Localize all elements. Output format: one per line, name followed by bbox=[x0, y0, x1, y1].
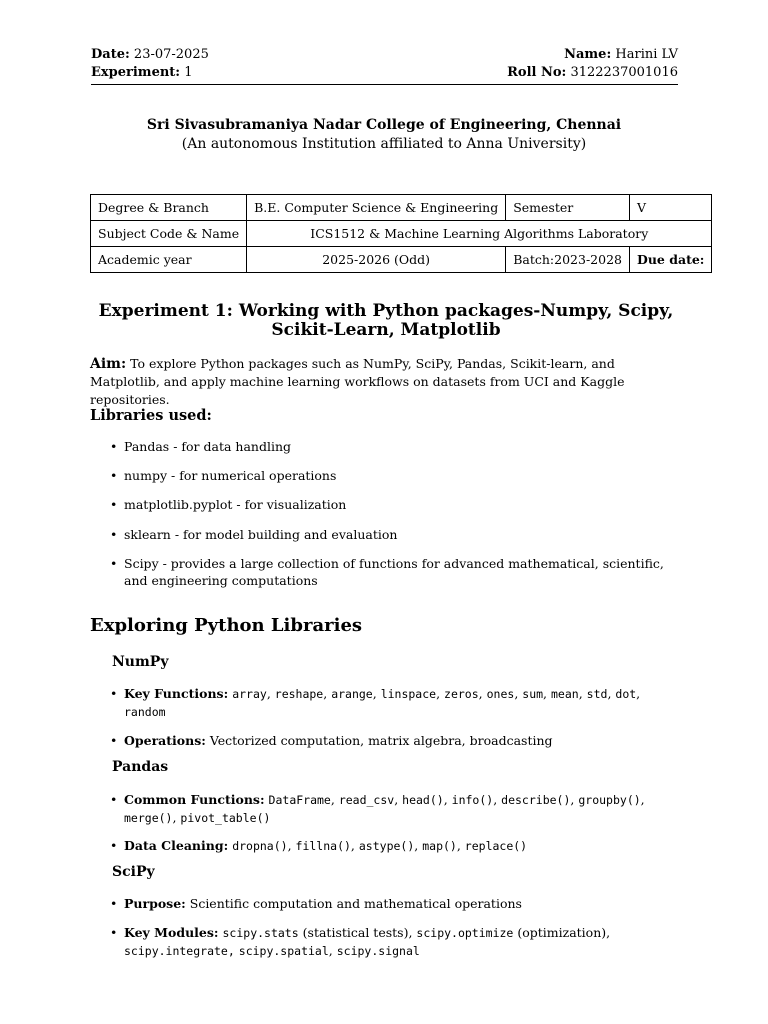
bullet-icon: • bbox=[110, 792, 118, 807]
bullet-icon: • bbox=[110, 686, 118, 701]
course-info-table bbox=[90, 194, 712, 273]
scipy-purpose bbox=[124, 895, 682, 912]
bullet-icon: • bbox=[110, 896, 118, 911]
bullet-icon: • bbox=[110, 925, 118, 940]
list-item-text: matplotlib.pyplot - for visualization bbox=[124, 497, 347, 512]
section-heading: Exploring Python Libraries bbox=[90, 615, 363, 636]
operations-label: Operations: bbox=[124, 733, 206, 748]
college-subtitle: (An autonomous Institution affiliated to Anna University) bbox=[181, 136, 587, 152]
list-item bbox=[110, 467, 682, 484]
code-term: std bbox=[586, 687, 608, 701]
semester-label-cell: Semester bbox=[506, 195, 630, 221]
pandas-heading: Pandas bbox=[112, 759, 169, 775]
batch-cell: Batch:2023-2028 bbox=[506, 247, 630, 273]
list-item bbox=[110, 837, 682, 855]
code-term: replace() bbox=[464, 839, 528, 853]
bullet-icon: • bbox=[110, 838, 118, 853]
roll-label: Roll No: bbox=[507, 65, 567, 80]
code-term: scipy.stats bbox=[222, 926, 299, 940]
libraries-heading: Libraries used: bbox=[90, 407, 212, 424]
code-term: describe() bbox=[501, 793, 571, 807]
list-item-text: Scipy - provides a large collection of functions for advanced mathematical, scientific, and engineering computations bbox=[124, 556, 664, 588]
code-term: linspace bbox=[380, 687, 437, 701]
code-term: mean bbox=[551, 687, 579, 701]
numpy-heading: NumPy bbox=[112, 654, 169, 670]
list-item bbox=[110, 685, 682, 721]
subject-label-cell: Subject Code & Name bbox=[91, 221, 247, 247]
list-item bbox=[110, 496, 682, 513]
date-value: 23-07-2025 bbox=[133, 47, 209, 62]
pandas-data-cleaning: Data Cleaning: dropna(), fillna(), astype(), map(), replace() bbox=[124, 838, 528, 853]
semester-value-cell: V bbox=[630, 195, 712, 221]
list-item-text: numpy - for numerical operations bbox=[124, 468, 337, 483]
bullet-icon: • bbox=[110, 527, 118, 542]
numpy-key-functions: Key Functions: array, reshape, arange, linspace, zeros, ones, sum, mean, std, dot, random bbox=[124, 686, 641, 719]
code-term: info() bbox=[451, 793, 494, 807]
degree-value-cell: B.E. Computer Science & Engineering bbox=[247, 195, 506, 221]
list-item bbox=[110, 924, 682, 960]
code-term: head() bbox=[402, 793, 444, 807]
code-term: dropna() bbox=[232, 839, 288, 853]
purpose-text: Scientific computation and mathematical operations bbox=[189, 896, 522, 911]
header-right bbox=[507, 46, 678, 82]
title-line-2: Scikit-Learn, Matplotlib bbox=[271, 320, 501, 340]
experiment-title bbox=[60, 302, 712, 340]
module-description: (optimization), bbox=[517, 925, 611, 940]
scipy-key-modules: Key Modules: scipy.stats (statistical tests), scipy.optimize (optimization), scipy.integrate, scipy.spatial, scipy.signal bbox=[124, 925, 611, 958]
year-value-cell: 2025-2026 (Odd) bbox=[247, 247, 506, 273]
operations-text: Vectorized computation, matrix algebra, broadcasting bbox=[209, 733, 553, 748]
year-label-cell: Academic year bbox=[91, 247, 247, 273]
due-date-cell: Due date: bbox=[630, 247, 712, 273]
list-item bbox=[110, 895, 682, 912]
key-modules-label: Key Modules: bbox=[124, 925, 219, 940]
code-term: fillna() bbox=[295, 839, 351, 853]
code-term: scipy.signal bbox=[336, 944, 420, 958]
code-term: dot bbox=[615, 687, 637, 701]
code-term: ones bbox=[486, 687, 515, 701]
bullet-icon: • bbox=[110, 468, 118, 483]
code-term: scipy.integrate, bbox=[124, 944, 235, 958]
name-value: Harini LV bbox=[615, 47, 678, 62]
pandas-common-functions: Common Functions: DataFrame, read_csv, head(), info(), describe(), groupby(), merge(), pivot_table() bbox=[124, 792, 645, 825]
page-header bbox=[91, 46, 678, 85]
list-item bbox=[110, 526, 682, 543]
code-term: zeros bbox=[444, 687, 479, 701]
code-term: scipy.optimize bbox=[416, 926, 514, 940]
title-line-1: Experiment 1: Working with Python packages-Numpy, Scipy, bbox=[98, 301, 674, 321]
numpy-operations bbox=[124, 732, 682, 749]
code-term: map() bbox=[422, 839, 457, 853]
bullet-icon: • bbox=[110, 439, 118, 454]
aim-text: To explore Python packages such as NumPy, SciPy, Pandas, Scikit-learn, and Matplotlib, and apply machine learning workflows on datasets from UCI and Kaggle repositories. bbox=[90, 356, 625, 407]
code-term: arange bbox=[331, 687, 373, 701]
header-left bbox=[91, 46, 209, 82]
code-term: sum bbox=[522, 687, 544, 701]
code-term: array bbox=[232, 687, 267, 701]
code-term: groupby() bbox=[578, 793, 641, 807]
date-label: Date: bbox=[91, 47, 130, 62]
experiment-value: 1 bbox=[184, 65, 193, 80]
bullet-icon: • bbox=[110, 733, 118, 748]
table-row bbox=[91, 195, 712, 221]
code-term: read_csv bbox=[338, 793, 395, 807]
subject-value-cell: ICS1512 & Machine Learning Algorithms Laboratory bbox=[247, 221, 712, 247]
purpose-label: Purpose: bbox=[124, 896, 186, 911]
table-row bbox=[91, 221, 712, 247]
bullet-icon: • bbox=[110, 556, 118, 571]
name-label: Name: bbox=[564, 47, 612, 62]
bullet-icon: • bbox=[110, 497, 118, 512]
scipy-heading: SciPy bbox=[112, 864, 155, 880]
list-item bbox=[110, 438, 682, 455]
experiment-label: Experiment: bbox=[91, 65, 181, 80]
key-functions-label: Key Functions: bbox=[124, 686, 229, 701]
list-item bbox=[110, 732, 682, 749]
list-item-text: Pandas - for data handling bbox=[124, 439, 291, 454]
college-name: Sri Sivasubramaniya Nadar College of Engineering, Chennai bbox=[146, 117, 622, 133]
list-item bbox=[110, 555, 682, 589]
code-term: random bbox=[124, 705, 166, 719]
aim-label: Aim: bbox=[90, 356, 127, 372]
code-term: reshape bbox=[274, 687, 324, 701]
roll-value: 3122237001016 bbox=[570, 65, 678, 80]
code-term: astype() bbox=[358, 839, 415, 853]
data-cleaning-label: Data Cleaning: bbox=[124, 838, 229, 853]
code-term: merge() bbox=[124, 811, 173, 825]
code-term: pivot_table() bbox=[180, 811, 271, 825]
college-block bbox=[0, 116, 768, 154]
table-row bbox=[91, 247, 712, 273]
aim-paragraph bbox=[90, 355, 682, 409]
list-item bbox=[110, 791, 682, 827]
code-term: DataFrame bbox=[268, 793, 331, 807]
degree-label-cell: Degree & Branch bbox=[91, 195, 247, 221]
module-description: (statistical tests), bbox=[302, 925, 413, 940]
code-term: scipy.spatial bbox=[238, 944, 329, 958]
common-functions-label: Common Functions: bbox=[124, 792, 265, 807]
list-item-text: sklearn - for model building and evaluation bbox=[124, 527, 398, 542]
